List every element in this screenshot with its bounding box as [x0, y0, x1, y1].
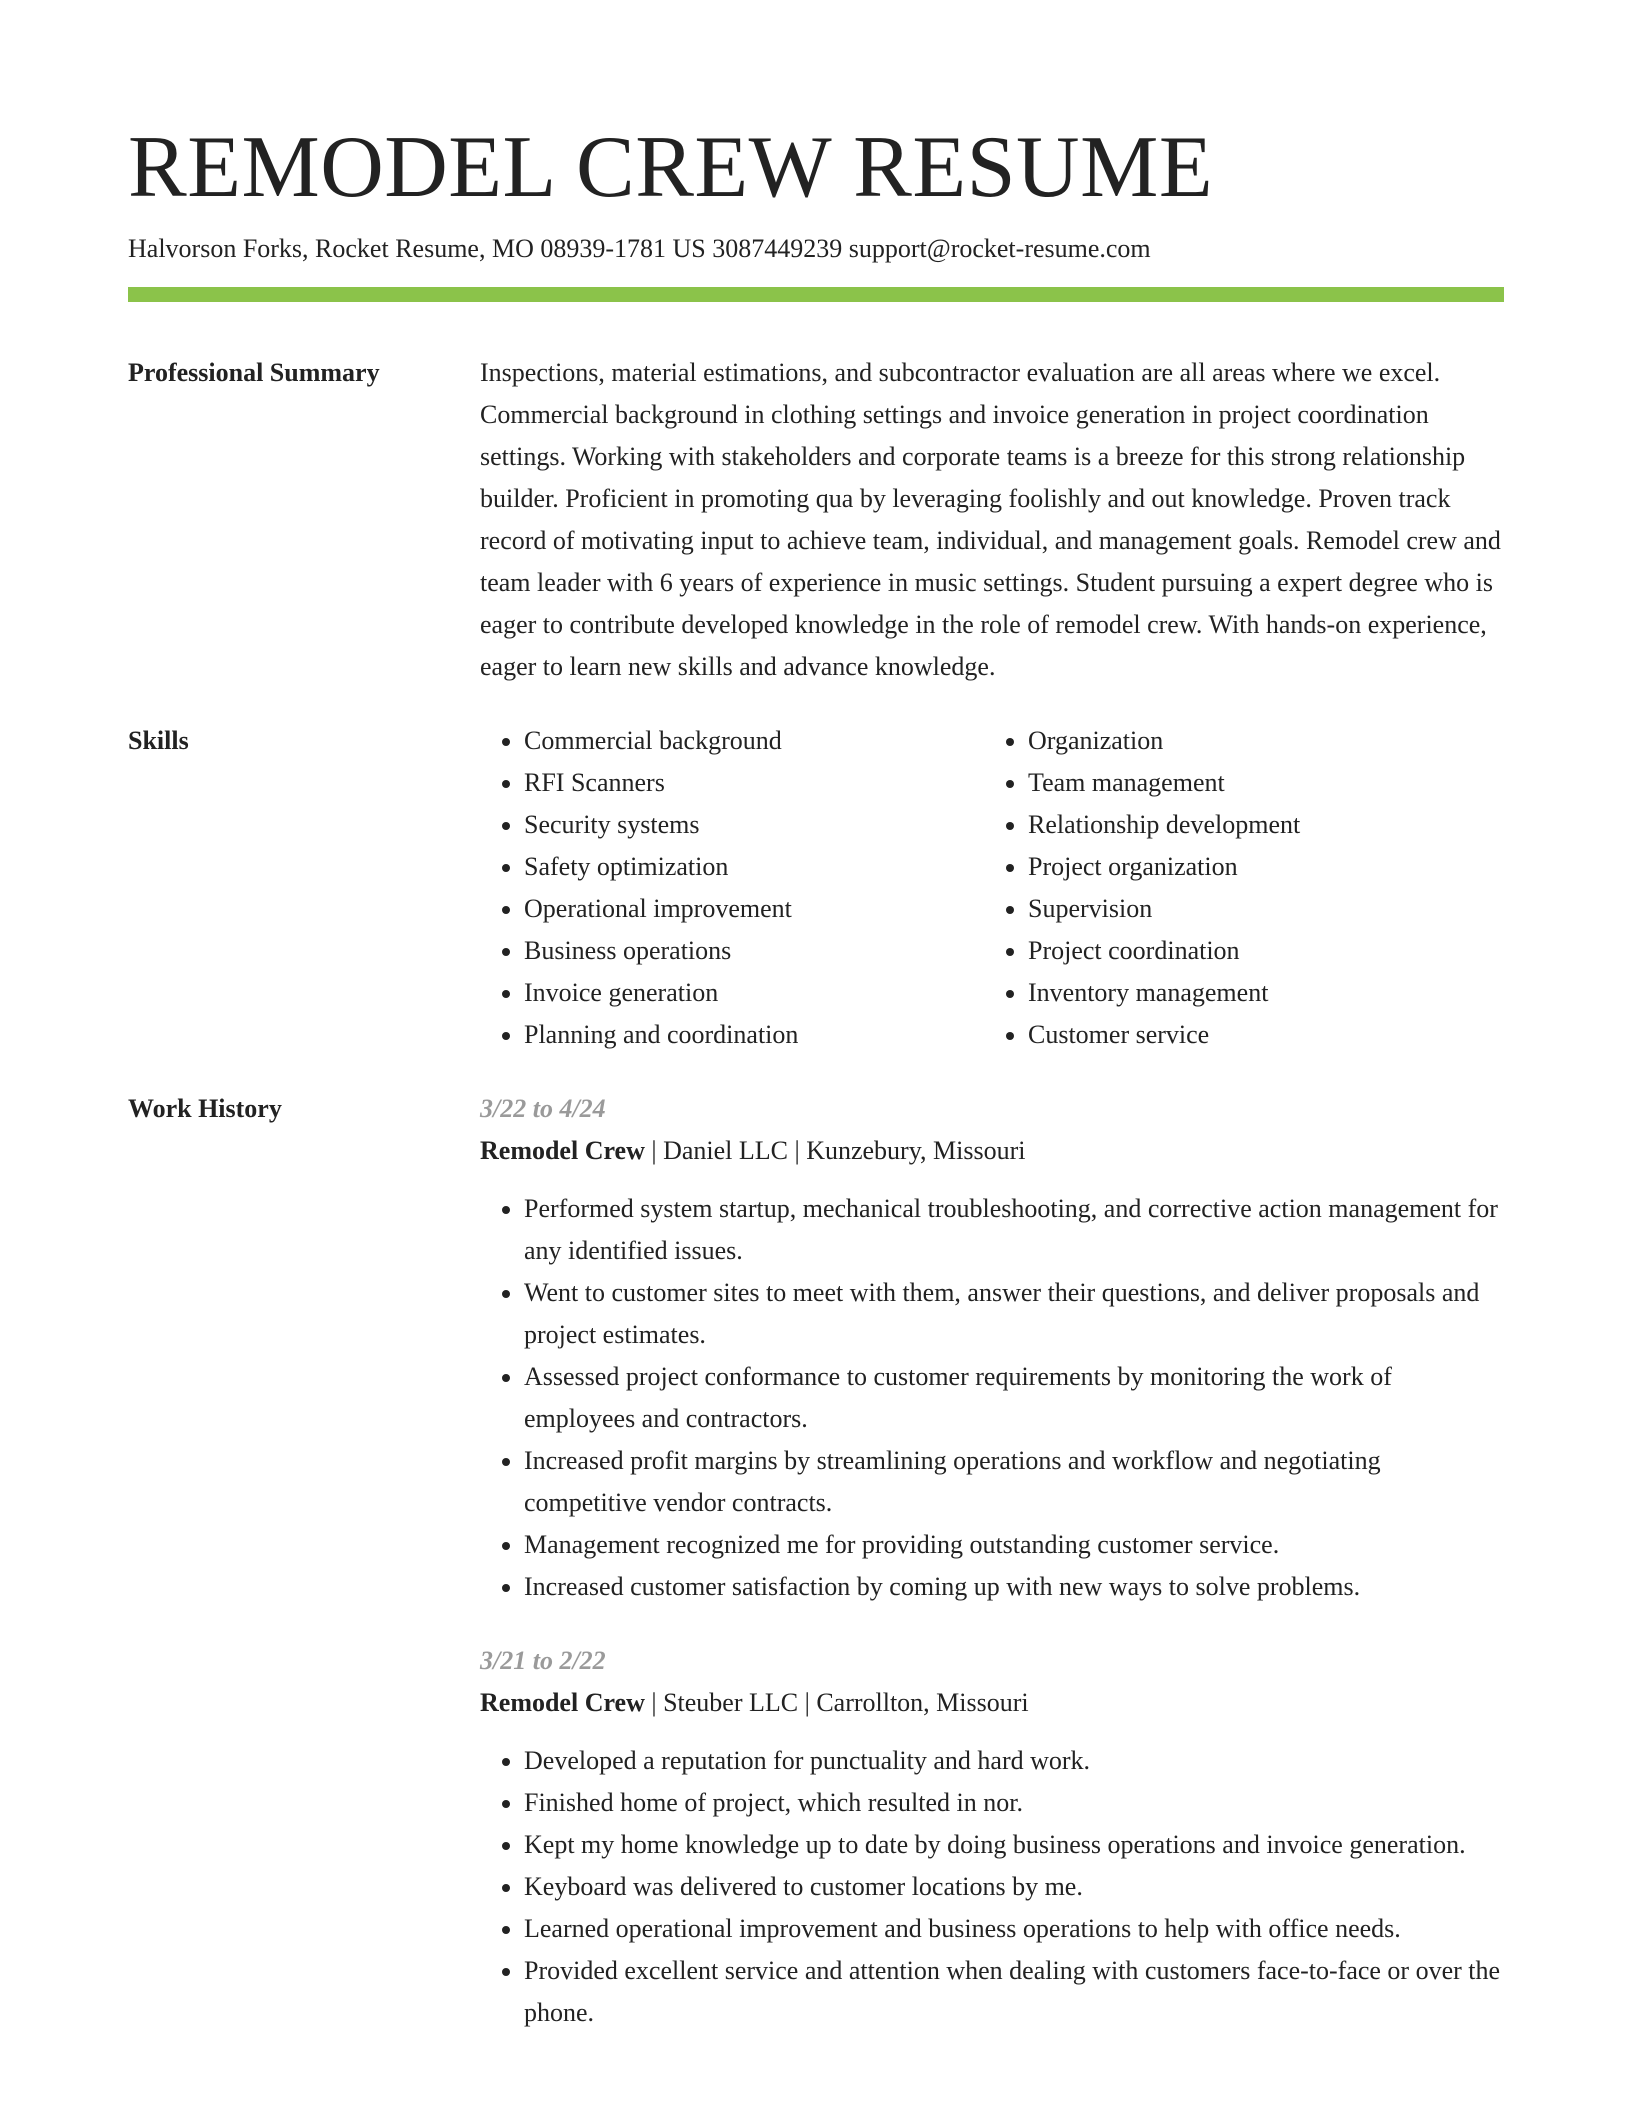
job-bullet: • Keyboard was delivered to customer locations by me.: [524, 1866, 1504, 1908]
job-bullet: • Management recognized me for providing outstanding customer service.: [524, 1524, 1504, 1566]
skill-item: • Relationship development: [1028, 804, 1488, 846]
job-bullet: • Finished home of project, which resulted in nor.: [524, 1782, 1504, 1824]
job-bullet: • Increased customer satisfaction by coming up with new ways to solve problems.: [524, 1566, 1504, 1608]
skill-item: • Customer service: [1028, 1014, 1488, 1056]
skills-column-1: [480, 720, 984, 1056]
summary-text: Inspections, material estimations, and subcontractor evaluation are all areas where we excel. Commercial background in clothing settings and invoice generation in project coordination settings. Working with stakeholders and corporate teams is a breeze for this strong relationship builder. Proficient in promoting qua by leveraging foolishly and out knowledge. Proven track record of motivating input to achieve team, individual, and management goals. Remodel crew and team leader with 6 years of experience in music settings. Student pursuing a expert degree who is eager to contribute developed knowledge in the role of remodel crew. With hands-on experience, eager to learn new skills and advance knowledge.: [480, 358, 1501, 681]
job-bullet: • Developed a reputation for punctuality and hard work.: [524, 1740, 1504, 1782]
skill-item: • Organization: [1028, 720, 1488, 762]
header-divider: [128, 287, 1504, 302]
skill-item: • Invoice generation: [524, 972, 984, 1014]
job-bullet: • Increased profit margins by streamlining operations and workflow and negotiating competitive vendor contracts.: [524, 1440, 1504, 1524]
job-bullet: • Assessed project conformance to customer requirements by monitoring the work of employees and contractors.: [524, 1356, 1504, 1440]
job-heading: [480, 1682, 1504, 1724]
skill-item: • Commercial background: [524, 720, 984, 762]
skills-section: [128, 720, 1504, 1056]
skill-item: • Planning and coordination: [524, 1014, 984, 1056]
job-dates: 3/21 to 2/22: [480, 1646, 606, 1675]
skill-item: • Project coordination: [1028, 930, 1488, 972]
job-entry: [480, 1088, 1504, 1608]
job-bullet: • Learned operational improvement and business operations to help with office needs.: [524, 1908, 1504, 1950]
contact-line: Halvorson Forks, Rocket Resume, MO 08939-1781 US 3087449239 support@rocket-resume.com: [128, 234, 1151, 263]
job-bullet: • Provided excellent service and attention when dealing with customers face-to-face or over the phone.: [524, 1950, 1504, 2034]
skill-item: • Business operations: [524, 930, 984, 972]
job-bullet: • Performed system startup, mechanical troubleshooting, and corrective action management for any identified issues.: [524, 1188, 1504, 1272]
skills-body: [480, 720, 1504, 1056]
skill-item: • Team management: [1028, 762, 1488, 804]
job-bullets: [480, 1188, 1504, 1608]
skill-item: • RFI Scanners: [524, 762, 984, 804]
skills-column-2: [984, 720, 1488, 1056]
skill-item: • Supervision: [1028, 888, 1488, 930]
resume-page: [128, 0, 1504, 2034]
summary-body: [480, 352, 1504, 688]
skill-item: • Security systems: [524, 804, 984, 846]
job-entry: [480, 1640, 1504, 2034]
section-label-summary: Professional Summary: [128, 358, 380, 387]
skills-columns: [480, 720, 1504, 1056]
job-employer-location: | Daniel LLC | Kunzebury, Missouri: [644, 1136, 1026, 1165]
work-history-body: [480, 1088, 1504, 2034]
professional-summary-section: [128, 352, 1504, 688]
job-dates: 3/22 to 4/24: [480, 1094, 606, 1123]
job-title: Remodel Crew: [480, 1136, 645, 1165]
job-title: Remodel Crew: [480, 1688, 645, 1717]
resume-title: REMODEL CREW RESUME: [128, 119, 1214, 216]
job-bullet: • Kept my home knowledge up to date by doing business operations and invoice generation.: [524, 1824, 1504, 1866]
job-heading: [480, 1130, 1504, 1172]
skill-item: • Operational improvement: [524, 888, 984, 930]
skill-item: • Safety optimization: [524, 846, 984, 888]
skill-item: • Inventory management: [1028, 972, 1488, 1014]
section-label-work-history: Work History: [128, 1094, 282, 1123]
job-bullet: • Went to customer sites to meet with them, answer their questions, and deliver proposals and project estimates.: [524, 1272, 1504, 1356]
job-employer-location: | Steuber LLC | Carrollton, Missouri: [644, 1688, 1029, 1717]
work-history-section: [128, 1088, 1504, 2034]
job-bullets: [480, 1740, 1504, 2034]
skill-item: • Project organization: [1028, 846, 1488, 888]
section-label-skills: Skills: [128, 726, 189, 755]
